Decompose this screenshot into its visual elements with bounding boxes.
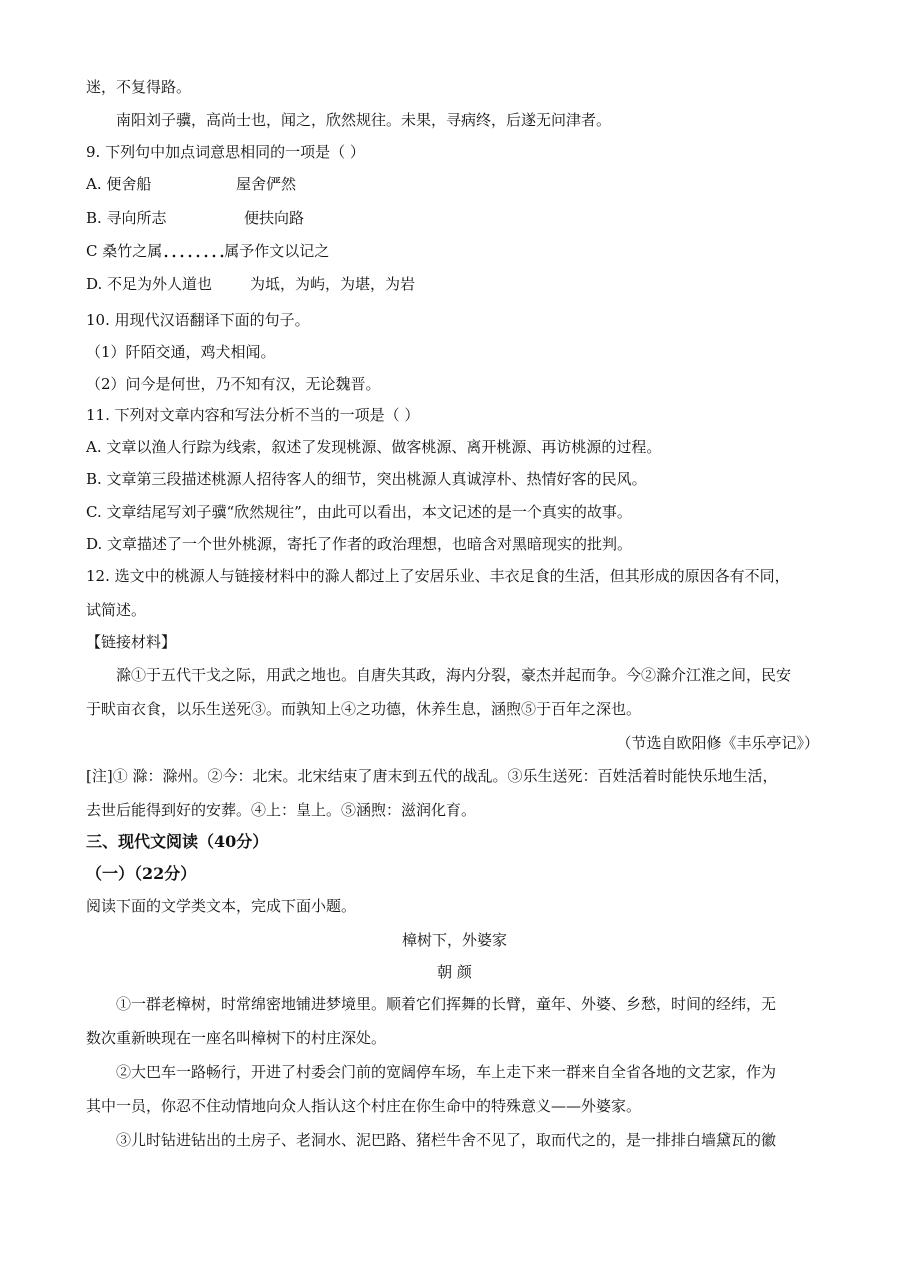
question-11-b: B. 文章第三段描述桃源人招待客人的细节，突出桃源人真诚淳朴、热情好客的民风。: [86, 470, 647, 488]
emphasis-dots: [162, 244, 224, 258]
article-author: 朝 颜: [437, 963, 472, 981]
question-10-1: （1）阡陌交通，鸡犬相闻。: [86, 343, 276, 361]
question-12: 12. 选文中的桃源人与链接材料中的滁人都过上了安居乐业、丰衣足食的生活，但其形成的原因各有不同，: [86, 567, 790, 585]
paragraph: ②大巴车一路畅行，开进了村委会门前的宽阔停车场，车上走下来一群来自全省各地的文艺家，作为: [116, 1063, 777, 1081]
paragraph: ③儿时钻进钻出的土房子、老洞水、泥巴路、猪栏牛舍不见了，取而代之的，是一排排白墙黛瓦的徽: [116, 1131, 777, 1149]
question-10: 10. 用现代汉语翻译下面的句子。: [86, 311, 310, 329]
text-line: 南阳刘子骥，高尚士也，闻之，欣然规往。未果，寻病终，后遂无问津者。: [116, 111, 612, 129]
option-d-left: D. 不足为外人道也: [86, 275, 213, 293]
option-c-right: 属予作文以记之: [224, 242, 330, 260]
option-c-left: [86, 241, 329, 261]
paragraph: 其中一员，你忍不住动情地向众人指认这个村庄在你生命中的特殊意义——外婆家。: [86, 1097, 642, 1115]
question-11-c: C. 文章结尾写刘子骥“欣然规往”，由此可以看出，本文记述的是一个真实的故事。: [86, 503, 632, 521]
link-material-text: 于畎亩衣食，以乐生送死③。而孰知上④之功德，休养生息，涵煦⑤于百年之深也。: [86, 700, 642, 718]
question-11: 11. 下列对文章内容和写法分析不当的一项是（ ）: [86, 406, 420, 424]
link-material-title: 【链接材料】: [86, 633, 177, 651]
paragraph: ①一群老樟树，时常绵密地铺进梦境里。顺着它们挥舞的长臂，童年、外婆、乡愁，时间的经纬，无: [116, 995, 777, 1013]
option-b-left: B. 寻向所志: [86, 209, 167, 227]
option-a-left: A. 便舍船: [86, 175, 152, 193]
annotation: 去世后能得到好的安葬。④上：皇上。⑤涵煦：滋润化育。: [86, 801, 477, 819]
option-d-right: 为坻，为屿，为堪，为岩: [250, 275, 416, 293]
question-10-2: （2）问今是何世，乃不知有汉，无论魏晋。: [86, 375, 381, 393]
option-b-right: 便扶向路: [244, 209, 305, 227]
paragraph: 数次重新映现在一座名叫樟树下的村庄深处。: [86, 1029, 387, 1047]
section-heading: 三、现代文阅读（40分）: [86, 832, 269, 851]
question-11-a: A. 文章以渔人行踪为线索，叙述了发现桃源、做客桃源、离开桃源、再访桃源的过程。: [86, 438, 662, 456]
annotation: [注]① 滁：滁州。②今：北宋。北宋结束了唐末到五代的战乱。③乐生送死：百姓活着时能快乐地生活，: [86, 767, 778, 785]
option-c-text: C 桑竹之属: [86, 242, 163, 260]
question-9: 9. 下列句中加点词意思相同的一项是（ ）: [86, 143, 365, 161]
text-line: 迷，不复得路。: [86, 78, 192, 96]
link-material-text: 滁①于五代干戈之际，用武之地也。自唐失其政，海内分裂，豪杰并起而争。今②滁介江淮之间，民安: [116, 666, 792, 684]
option-a-right: 屋舍俨然: [236, 175, 297, 193]
part-heading: （一）（22分）: [86, 864, 197, 883]
article-title: 樟树下，外婆家: [401, 931, 507, 949]
instruction: 阅读下面的文学类文本，完成下面小题。: [86, 897, 357, 915]
question-12-cont: 试简述。: [86, 601, 147, 619]
link-material-source: （节选自欧阳修《丰乐亭记》）: [616, 734, 819, 752]
question-11-d: D. 文章描述了一个世外桃源，寄托了作者的政治理想，也暗含对黑暗现实的批判。: [86, 535, 633, 553]
